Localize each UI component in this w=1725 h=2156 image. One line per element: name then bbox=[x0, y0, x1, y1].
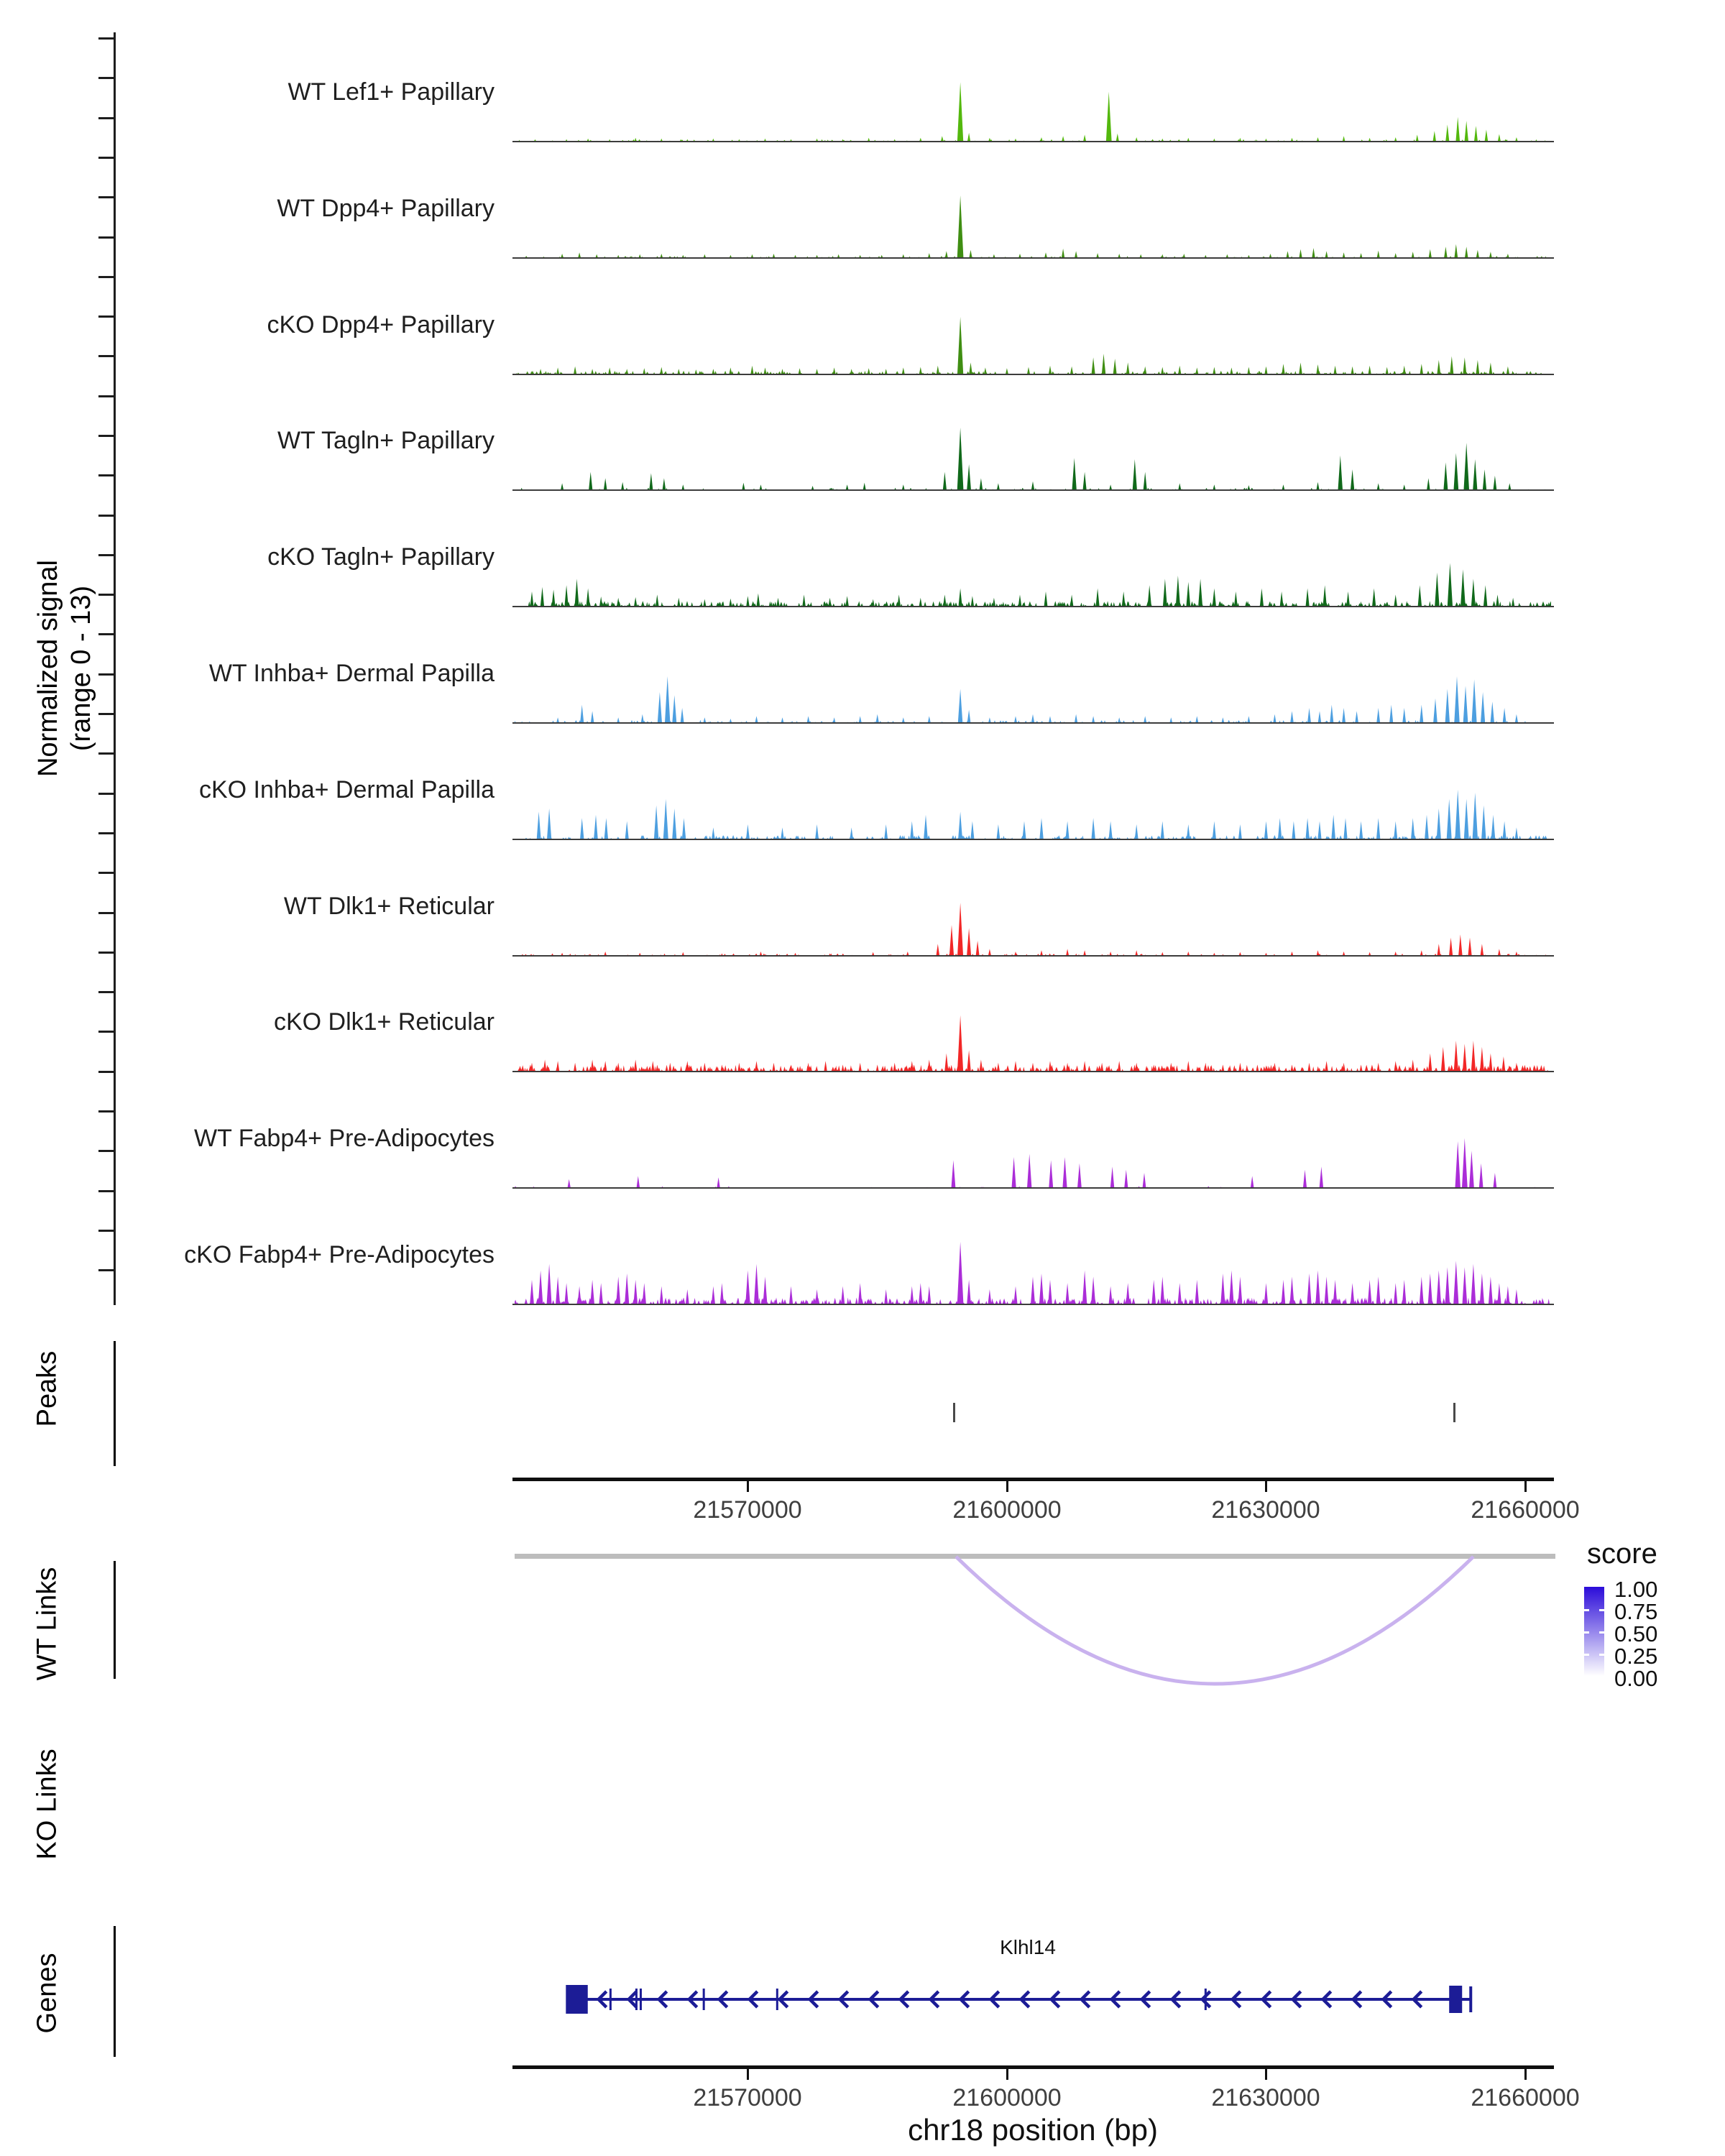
track-label: WT Dpp4+ Papillary bbox=[277, 195, 494, 222]
coverage-track-signal bbox=[515, 1006, 1551, 1072]
coverage-track-signal bbox=[515, 774, 1551, 840]
track-baseline bbox=[512, 722, 1554, 724]
score-legend-bar-tick bbox=[1599, 1631, 1604, 1634]
signal-y-tick bbox=[98, 594, 114, 596]
coverage-track-signal bbox=[515, 541, 1551, 607]
signal-y-tick bbox=[98, 952, 114, 954]
track-baseline bbox=[512, 374, 1554, 375]
coverage-track-signal bbox=[515, 1239, 1551, 1305]
x-axis-tick-label: 21660000 bbox=[1471, 1496, 1580, 1524]
score-legend-tick-label: 0.75 bbox=[1614, 1599, 1658, 1624]
coverage-track-signal bbox=[515, 658, 1551, 724]
wt-links-section-label: WT Links bbox=[32, 1567, 63, 1681]
signal-peaks bbox=[515, 563, 1551, 607]
x-axis-tick bbox=[1265, 2069, 1267, 2080]
signal-y-tick bbox=[98, 157, 114, 159]
coverage-track-signal bbox=[515, 76, 1551, 142]
x-axis-tick bbox=[1524, 1481, 1527, 1492]
x-axis-tick-label: 21600000 bbox=[952, 1496, 1062, 1524]
genes-x-axis bbox=[512, 2065, 1554, 2069]
signal-peaks bbox=[520, 903, 1547, 957]
signal-y-tick bbox=[98, 832, 114, 834]
score-legend-tick-label: 0.00 bbox=[1614, 1666, 1658, 1691]
track-label: cKO Dpp4+ Papillary bbox=[267, 311, 494, 338]
signal-y-tick bbox=[98, 1230, 114, 1232]
x-axis-title: chr18 position (bp) bbox=[908, 2113, 1158, 2147]
track-baseline bbox=[512, 606, 1554, 607]
signal-y-tick bbox=[98, 1269, 114, 1271]
peaks-x-axis bbox=[512, 1478, 1554, 1481]
track-label: WT Tagln+ Papillary bbox=[277, 427, 494, 454]
link-arc bbox=[956, 1557, 1473, 1684]
x-axis-tick bbox=[747, 2069, 749, 2080]
signal-peaks bbox=[515, 1242, 1550, 1305]
track-baseline bbox=[512, 141, 1554, 142]
track-label: cKO Fabp4+ Pre-Adipocytes bbox=[184, 1241, 494, 1268]
signal-y-tick bbox=[98, 1190, 114, 1192]
track-label: WT Fabp4+ Pre-Adipocytes bbox=[194, 1125, 494, 1152]
signal-y-tick bbox=[98, 633, 114, 635]
signal-y-tick bbox=[98, 872, 114, 874]
signal-y-tick bbox=[98, 355, 114, 357]
track-baseline bbox=[512, 257, 1554, 259]
signal-y-tick bbox=[98, 474, 114, 476]
signal-peaks bbox=[515, 1138, 1536, 1189]
track-label: WT Lef1+ Papillary bbox=[288, 78, 494, 106]
genes-section-label: Genes bbox=[32, 1953, 63, 2034]
signal-y-tick bbox=[98, 713, 114, 715]
track-label: cKO Tagln+ Papillary bbox=[267, 543, 494, 571]
signal-peaks bbox=[515, 317, 1542, 375]
peaks-section-label: Peaks bbox=[32, 1350, 63, 1427]
gene-thin-exon bbox=[610, 1989, 612, 2010]
track-baseline bbox=[512, 1071, 1554, 1072]
score-legend-bar-tick bbox=[1584, 1631, 1589, 1634]
ko-links-section-label: KO Links bbox=[32, 1749, 63, 1860]
score-legend-bar-tick bbox=[1584, 1609, 1589, 1611]
wt-links-plot bbox=[510, 1545, 1560, 1718]
peak-interval-mark bbox=[1453, 1403, 1455, 1422]
score-legend-bar-tick bbox=[1584, 1654, 1589, 1656]
x-axis-tick-label: 21570000 bbox=[693, 1496, 802, 1524]
x-axis-tick-label: 21600000 bbox=[952, 2084, 1062, 2111]
signal-y-tick bbox=[98, 236, 114, 239]
peaks-axis-bracket bbox=[114, 1341, 116, 1466]
x-axis-tick bbox=[1265, 1481, 1267, 1492]
wt-links-axis-bracket bbox=[114, 1561, 116, 1679]
track-label: cKO Inhba+ Dermal Papilla bbox=[198, 776, 494, 803]
track-label: WT Inhba+ Dermal Papilla bbox=[208, 660, 494, 687]
score-legend-title: score bbox=[1587, 1538, 1657, 1570]
genes-axis-bracket bbox=[114, 1926, 116, 2057]
y-axis-title-line1: Normalized signal bbox=[33, 560, 63, 778]
gene-end-bar bbox=[1469, 1986, 1472, 2012]
x-axis-tick-label: 21630000 bbox=[1211, 1496, 1320, 1524]
signal-y-tick bbox=[98, 1110, 114, 1112]
x-axis-tick bbox=[1006, 1481, 1008, 1492]
signal-y-tick bbox=[98, 515, 114, 517]
track-label: WT Dlk1+ Reticular bbox=[283, 893, 494, 920]
x-axis-tick-label: 21660000 bbox=[1471, 2084, 1580, 2111]
track-baseline bbox=[512, 955, 1554, 957]
signal-y-tick bbox=[98, 752, 114, 755]
signal-peaks bbox=[518, 82, 1547, 142]
gene-model bbox=[510, 1969, 1560, 2034]
score-legend-bar-tick bbox=[1599, 1609, 1604, 1611]
x-axis-tick bbox=[747, 1481, 749, 1492]
score-legend-tick-label: 0.50 bbox=[1614, 1621, 1658, 1646]
coverage-track-signal bbox=[515, 1123, 1551, 1189]
track-baseline bbox=[512, 1187, 1554, 1189]
signal-y-tick bbox=[98, 1071, 114, 1073]
gene-thin-exon bbox=[640, 1989, 642, 2010]
signal-peaks bbox=[524, 790, 1547, 840]
track-label: cKO Dlk1+ Reticular bbox=[273, 1008, 494, 1036]
track-baseline bbox=[512, 839, 1554, 840]
signal-peaks bbox=[525, 195, 1547, 259]
x-axis-tick-label: 21570000 bbox=[693, 2084, 802, 2111]
coverage-track-signal bbox=[515, 425, 1551, 491]
signal-y-tick bbox=[98, 991, 114, 993]
coverage-track-signal bbox=[515, 309, 1551, 375]
signal-peaks bbox=[515, 676, 1551, 724]
peak-interval-mark bbox=[953, 1403, 955, 1422]
x-axis-tick-label: 21630000 bbox=[1211, 2084, 1320, 2111]
signal-peaks bbox=[517, 1015, 1549, 1072]
x-axis-tick bbox=[1006, 2069, 1008, 2080]
gene-name-label: Klhl14 bbox=[1000, 1936, 1056, 1958]
signal-peaks bbox=[520, 428, 1551, 491]
y-axis-title-line2: (range 0 - 13) bbox=[66, 585, 96, 752]
coverage-track-signal bbox=[515, 890, 1551, 957]
gene-exon bbox=[566, 1985, 587, 2014]
track-baseline bbox=[512, 1304, 1554, 1305]
signal-y-tick bbox=[98, 276, 114, 278]
x-axis-tick bbox=[1524, 2069, 1527, 2080]
signal-y-tick bbox=[98, 395, 114, 397]
gene-thin-exon bbox=[1205, 1989, 1207, 2010]
coverage-track-signal bbox=[515, 193, 1551, 259]
score-legend-bar-tick bbox=[1599, 1654, 1604, 1656]
score-legend-tick-label: 1.00 bbox=[1614, 1577, 1658, 1602]
track-baseline bbox=[512, 489, 1554, 491]
gene-exon bbox=[1449, 1986, 1462, 2013]
score-legend-tick-label: 0.25 bbox=[1614, 1644, 1658, 1669]
signal-y-tick bbox=[98, 117, 114, 119]
gene-thin-exon bbox=[703, 1989, 705, 2010]
signal-y-tick bbox=[98, 37, 114, 40]
links-top-line bbox=[515, 1554, 1555, 1559]
